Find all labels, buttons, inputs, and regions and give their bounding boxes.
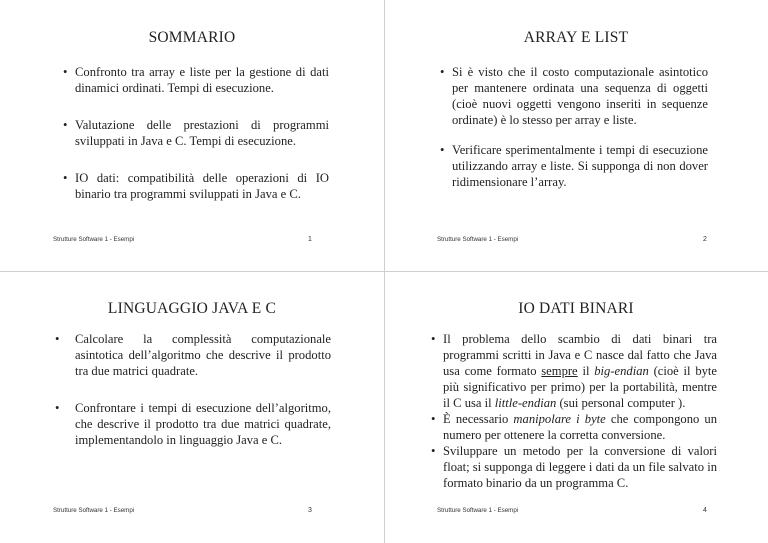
slide-title: SOMMARIO [148, 29, 236, 46]
bullet-marker: • [440, 143, 445, 157]
bullet-marker: • [440, 65, 445, 79]
slide-title: IO DATI BINARI [518, 300, 634, 317]
bullet-item: • Confrontare i tempi di esecuzione dell’algoritmo, che descrive il prodotto tra due matrici quadrate, implementandolo in linguaggio Java e C. [55, 401, 331, 447]
footer-label: Strutture Software 1 - Esempi [53, 507, 135, 514]
bullet-list [63, 64, 329, 202]
bullet-item: • Si è visto che il costo computazionale asintotico per mantenere ordinata una sequenza di oggetti (cioè nuovi oggetti vengono inseriti in sequenze ordinate) è lo stesso per array e liste. [440, 65, 708, 127]
italic-term: big-endian [594, 364, 649, 378]
bullet-item: • IO dati: compatibilità delle operazioni di IO binario tra programmi sviluppati in Java e C. [63, 171, 329, 201]
bullet-item: • È necessario manipolare i byte che compongono un numero per ottenere la corretta conversione. [431, 412, 718, 442]
bullet-marker: • [431, 444, 436, 458]
bullet-list [431, 331, 718, 491]
bullet-marker: • [63, 118, 68, 132]
underlined-word: sempre [541, 364, 578, 378]
slide-title: ARRAY E LIST [523, 29, 629, 46]
italic-term: manipolare i byte [513, 412, 606, 426]
slide-1 [0, 0, 384, 271]
bullet-item: • Calcolare la complessità computazionale asintotica dell’algoritmo che descrive il prodotto tra due matrici quadrate. [55, 332, 331, 378]
bullet-marker: • [431, 412, 436, 426]
bullet-marker: • [63, 171, 68, 185]
slide-3 [0, 271, 384, 542]
page-number: 1 [308, 236, 312, 243]
slide-4 [384, 271, 768, 542]
footer-label: Strutture Software 1 - Esempi [437, 236, 519, 243]
bullet-item: • Valutazione delle prestazioni di programmi sviluppati in Java e C. Tempi di esecuzione. [63, 118, 329, 148]
slide-title: LINGUAGGIO JAVA E C [107, 300, 277, 317]
bullet-item: • Verificare sperimentalmente i tempi di esecuzione utilizzando array e liste. Si supponga di non dover ridimensionare l’array. [440, 143, 708, 189]
bullet-item: • Sviluppare un metodo per la conversione di valori float; si supponga di leggere i dati da un file salvato in formato binario da un programma C. [431, 444, 717, 490]
page-number: 2 [703, 236, 707, 243]
page-number: 4 [703, 507, 707, 514]
bullet-item: • Confronto tra array e liste per la gestione di dati dinamici ordinati. Tempi di esecuzione. [63, 65, 329, 95]
footer-label: Strutture Software 1 - Esempi [437, 507, 519, 514]
bullet-marker: • [55, 332, 60, 346]
bullet-marker: • [55, 401, 60, 415]
bullet-list [440, 64, 708, 190]
footer-label: Strutture Software 1 - Esempi [53, 236, 135, 243]
italic-term: little-endian [494, 396, 557, 410]
bullet-marker: • [63, 65, 68, 79]
bullet-marker: • [431, 332, 436, 346]
page-number: 3 [308, 507, 312, 514]
bullet-item: • Il problema dello scambio di dati binari tra programmi scritti in Java e C nasce dal fatto che Java usa come formato sempre il big-endian (cioè il byte più significativo per primo) per la portabilità, mentre il C usa il little-endian (sui personal computer ). [431, 332, 718, 410]
slide-2 [384, 0, 768, 271]
bullet-list [55, 331, 331, 448]
